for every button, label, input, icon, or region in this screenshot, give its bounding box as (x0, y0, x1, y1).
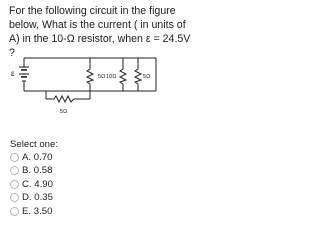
battery-icon (19, 67, 29, 81)
resistor-b-label: 10Ω (106, 74, 117, 80)
resistor-c-label: 5Ω (143, 74, 151, 80)
option-label: E. 3.50 (22, 205, 53, 217)
resistor-bottom-label: 5Ω (60, 109, 68, 115)
option-label: D. 0.35 (22, 192, 53, 203)
resistor-a-label: 5Ω (98, 74, 106, 80)
option-label: C. 4.90 (22, 178, 53, 190)
radio-icon[interactable] (10, 180, 19, 189)
select-one-label: Select one: (10, 139, 59, 150)
radio-icon[interactable] (10, 193, 19, 202)
radio-icon[interactable] (10, 153, 19, 162)
resistor-a (87, 69, 93, 84)
emf-label: ε (11, 69, 15, 78)
resistor-b (120, 69, 126, 84)
option-label: B. 0.58 (22, 165, 53, 176)
option-d[interactable] (10, 192, 53, 204)
option-c[interactable] (10, 178, 53, 190)
option-b[interactable] (10, 165, 53, 177)
circuit-diagram (10, 55, 175, 137)
option-label: A. 0.70 (22, 151, 53, 163)
option-e[interactable] (10, 205, 53, 217)
option-a[interactable] (10, 151, 53, 163)
resistor-bottom (54, 96, 74, 102)
resistor-c (135, 69, 141, 84)
question-text: For the following circuit in the figure below, What is the current ( in units of A) in the 10-Ω resistor, when ε = 24.5V ? (9, 5, 191, 59)
radio-icon[interactable] (10, 207, 19, 216)
answer-options (10, 151, 53, 219)
radio-icon[interactable] (10, 166, 19, 175)
